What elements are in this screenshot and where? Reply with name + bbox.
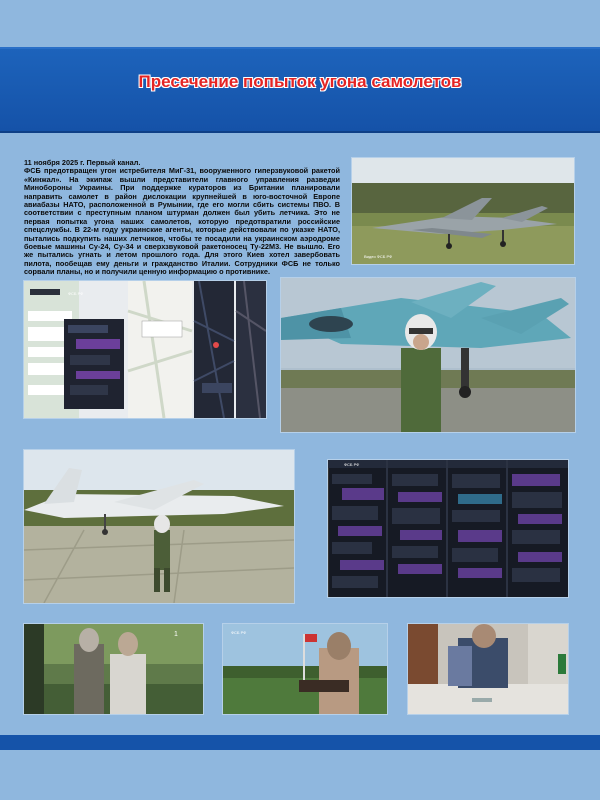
video-frame-2-logo: ФСБ РФ — [231, 630, 247, 635]
video-frame-3-image — [408, 624, 568, 714]
article-text — [24, 159, 340, 277]
video-frame-1-image — [24, 624, 203, 714]
phone-screens-image — [24, 281, 266, 418]
photo-video-frame-3 — [408, 624, 568, 714]
photo-phone-screens — [24, 281, 266, 418]
video-frame-2-image — [223, 624, 387, 714]
page-title: Пресечение попыток угона самолетов — [138, 72, 462, 91]
chat-screens-image — [328, 460, 568, 597]
footer-band — [0, 735, 600, 750]
photo-video-frame-2 — [223, 624, 387, 714]
chat-screens-label: ФСБ РФ — [344, 462, 360, 467]
tv-channel-logo: 1 — [174, 631, 178, 638]
article-date: 11 ноября 2025 г. Первый канал. — [24, 158, 141, 167]
photo-mig31 — [352, 158, 574, 264]
photo-tu22m3 — [24, 450, 294, 603]
pilot-su34-image — [281, 278, 575, 432]
mig31-caption: Видео ФСБ РФ — [364, 254, 393, 259]
tu22m3-image — [24, 450, 294, 603]
article-body: ФСБ предотвращен угон истребителя МиГ-31, вооруженного гиперзвуковой ракетой «Кинжал». На экипаж вышли представители главного управления разведки Минобороны Украины. При поддержке кураторов из Британии планировали направить самолет в район дислокации крупнейшей в юго-восточной Европе авиабазы НАТО, расположенной в Румынии, где его могли сбить системы ПВО. В соответствии с преступным планом штурман должен был убить летчика. Это не первая попытка угона наших самолетов, которую предотвратили российские спецслужбы. В 22-м году украинские агенты, которые действовали по указке НАТО, пытались подкупить наших летчиков, чтобы те посадили на украинском аэродроме боевые машины Су-24, Су-34 и сверхзвуковой ракетоносец Ту-22М3. Не вышло. Его же пытались угнать и летом прошлого года. Для этого Киев хотел завербовать пилота, пообещав ему деньги и гражданство Италии. Сотрудники ФСБ не только сорвали планы, но и получили ценную информацию о противнике. — [24, 166, 340, 277]
phone-screens-label: ФСБ РФ — [68, 291, 84, 296]
mig31-image — [352, 158, 574, 264]
photo-video-frame-1 — [24, 624, 203, 714]
photo-chat-screens — [328, 460, 568, 597]
photo-pilot-su34 — [281, 278, 575, 432]
